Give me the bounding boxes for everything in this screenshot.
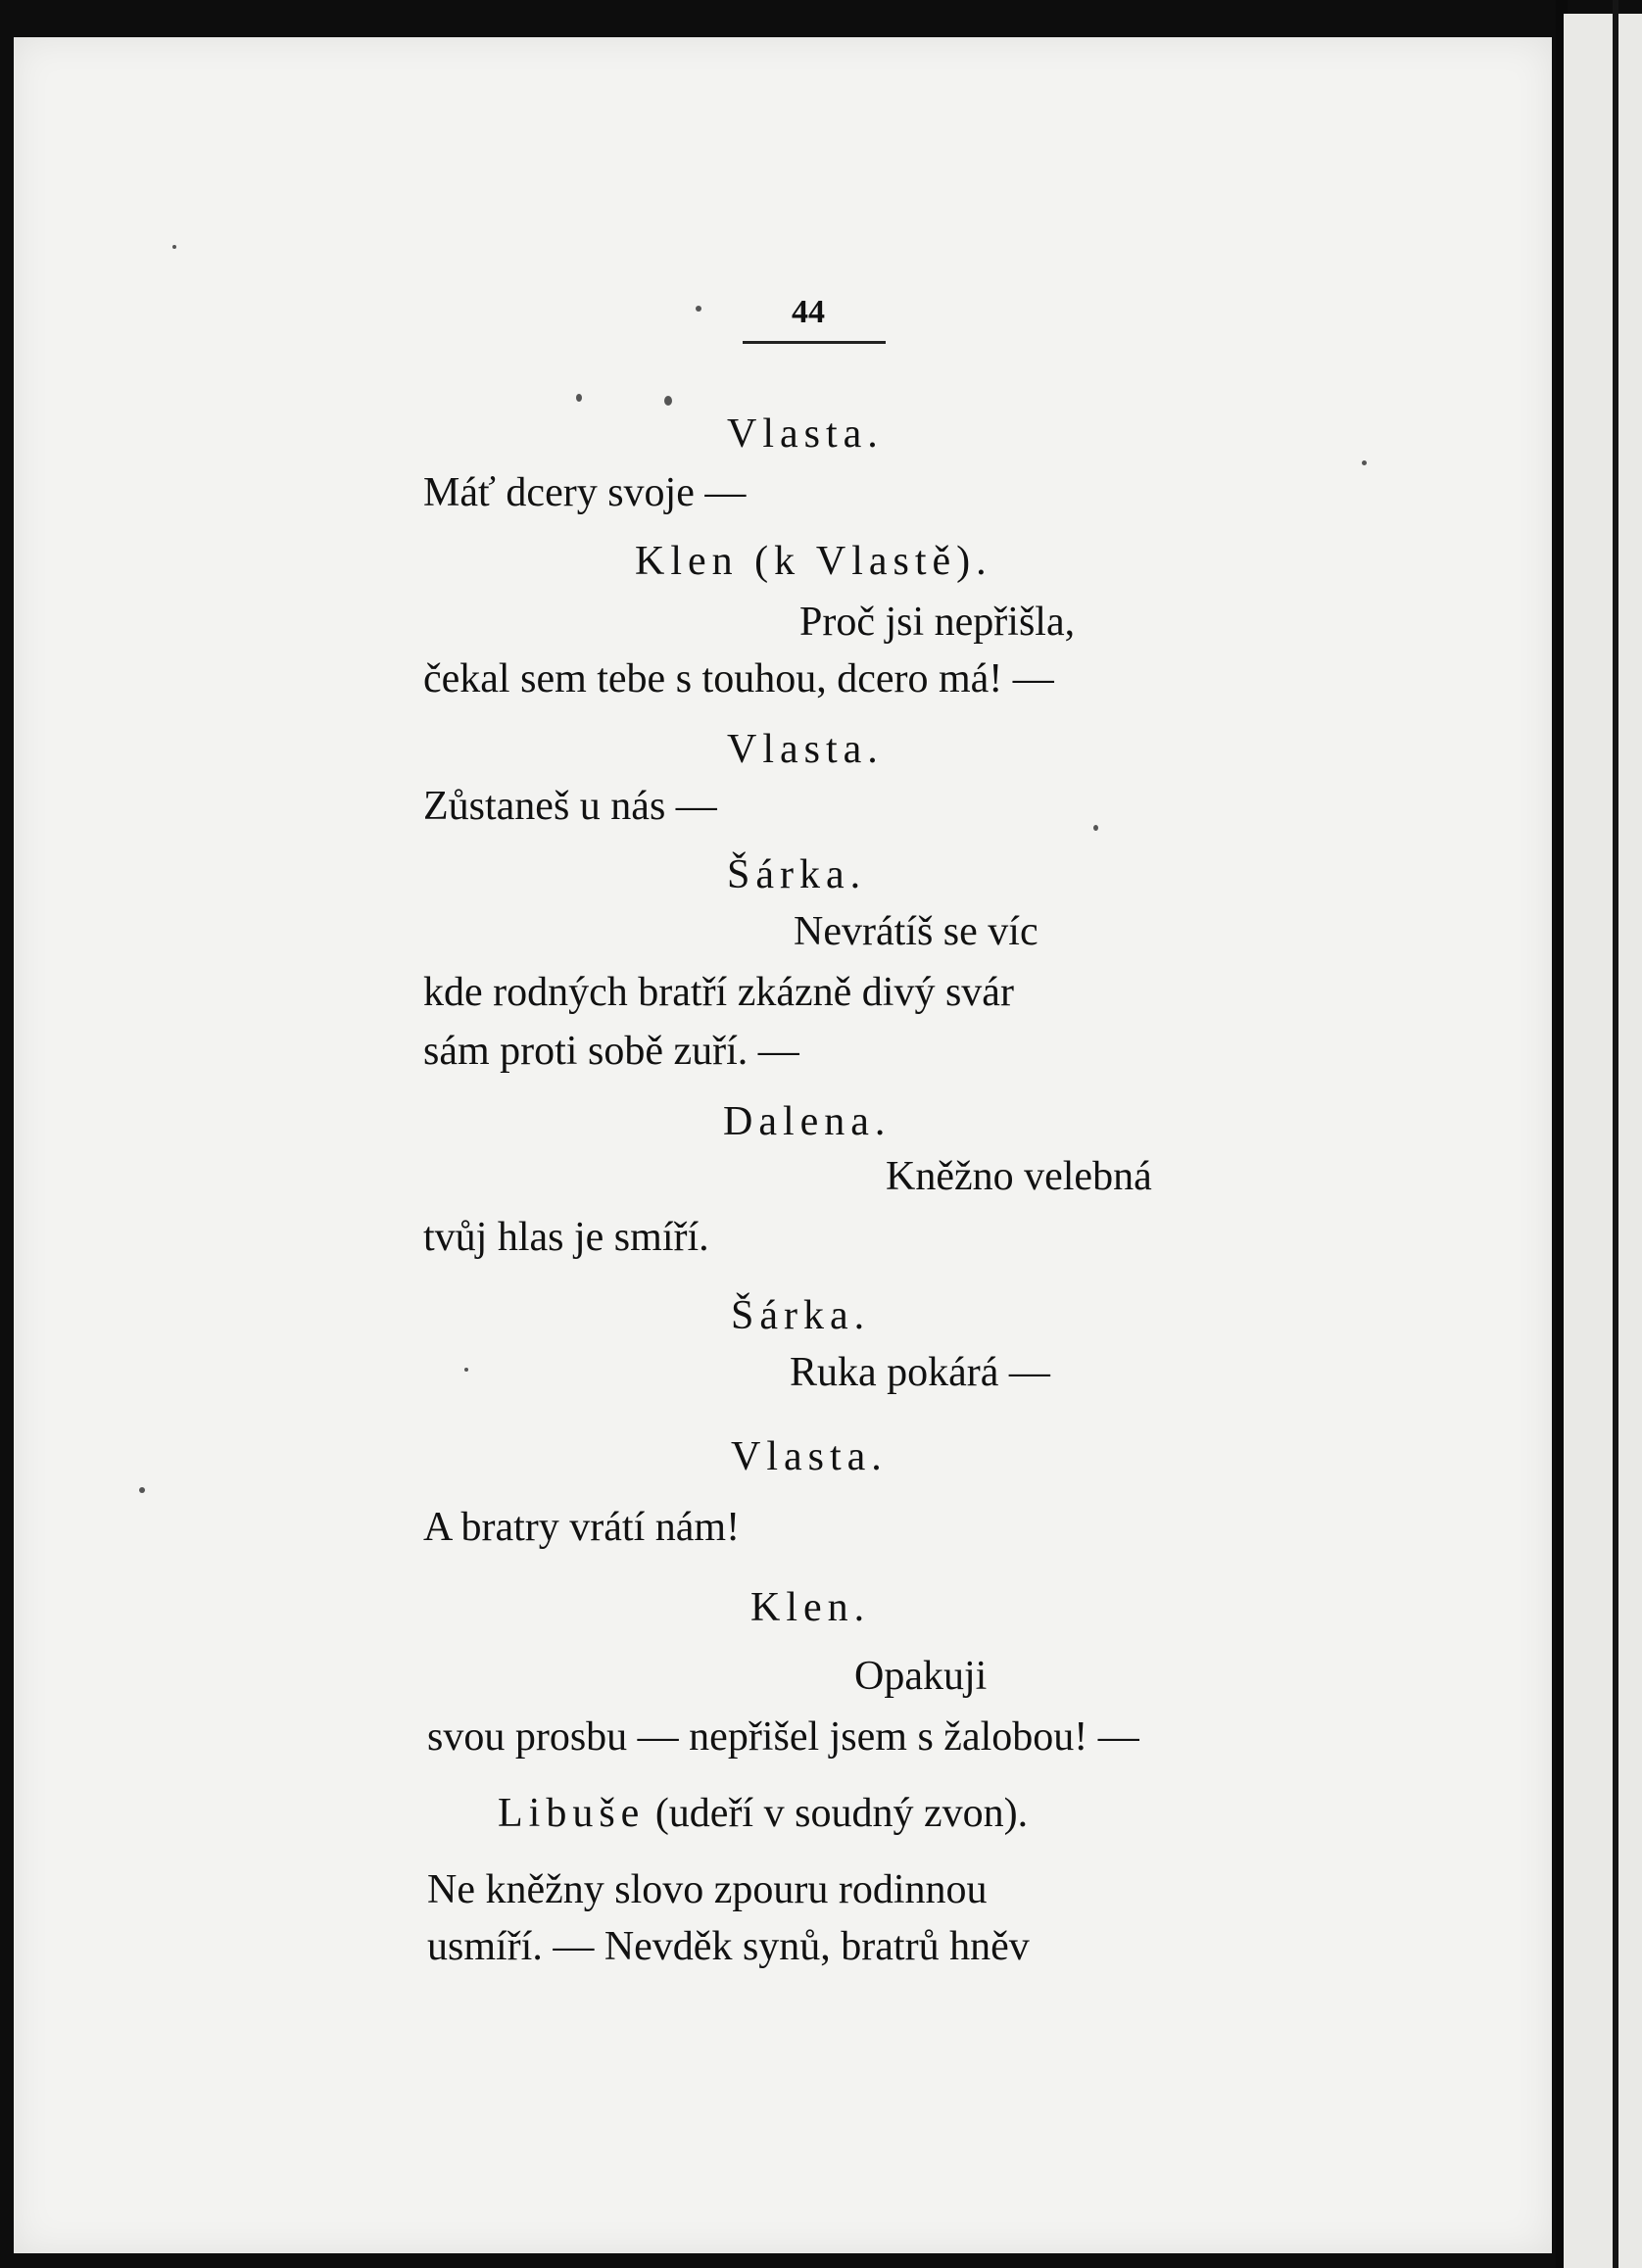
verse-line: kde rodných bratří zkázně divý svár (423, 970, 1014, 1015)
verse-line: Zůstaneš u nás — (423, 784, 717, 829)
verse-line: svou prosbu — nepřišel jsem s žalobou! — (427, 1714, 1139, 1760)
speaker-libuse: Libuše (498, 1791, 646, 1836)
print-speck (464, 1368, 468, 1372)
speaker-klen-2: Klen. (750, 1585, 871, 1630)
speaker-sarka-2: Šárka. (731, 1293, 871, 1338)
verse-line: čekal sem tebe s touhou, dcero má! — (423, 656, 1054, 701)
print-speck (1093, 825, 1098, 831)
book-page (14, 37, 1552, 2253)
verse-line: usmíří. — Nevděk synů, bratrů hněv (427, 1924, 1030, 1969)
verse-line: A bratry vrátí nám! (423, 1505, 741, 1550)
verse-line: Ne kněžny slovo zpouru rodinnou (427, 1867, 988, 1912)
verse-line: Ruka pokárá — (790, 1350, 1050, 1395)
verse-line: Kněžno velebná (886, 1154, 1152, 1199)
verse-line: Nevrátíš se víc (794, 909, 1038, 954)
binding-shadow (1613, 0, 1618, 2268)
page-number-rule (743, 341, 886, 344)
verse-line: Máť dcery svoje — (423, 470, 747, 515)
adjacent-page-edge (1564, 14, 1642, 2268)
verse-line: tvůj hlas je smíří. (423, 1215, 709, 1260)
page-number: 44 (792, 294, 825, 330)
speaker-klen-1: Klen (k Vlastě). (635, 539, 992, 584)
stage-direction: (udeří v soudný zvon). (654, 1791, 1029, 1836)
speaker-vlasta-2: Vlasta. (727, 727, 884, 772)
verse-line: sám proti sobě zuří. — (423, 1029, 799, 1074)
print-speck (664, 396, 672, 406)
speaker-sarka-1: Šárka. (727, 852, 867, 897)
verse-line: Proč jsi nepřišla, (799, 600, 1076, 645)
print-speck (139, 1487, 145, 1493)
libuse-speaker-line (498, 1793, 1028, 1834)
print-speck (696, 306, 701, 312)
print-speck (1362, 460, 1367, 465)
verse-line: Opakuji (854, 1654, 988, 1699)
speaker-dalena: Dalena. (723, 1099, 892, 1144)
print-speck (576, 394, 582, 402)
print-speck (172, 245, 176, 249)
speaker-vlasta-1: Vlasta. (727, 411, 884, 457)
speaker-vlasta-3: Vlasta. (731, 1434, 888, 1479)
